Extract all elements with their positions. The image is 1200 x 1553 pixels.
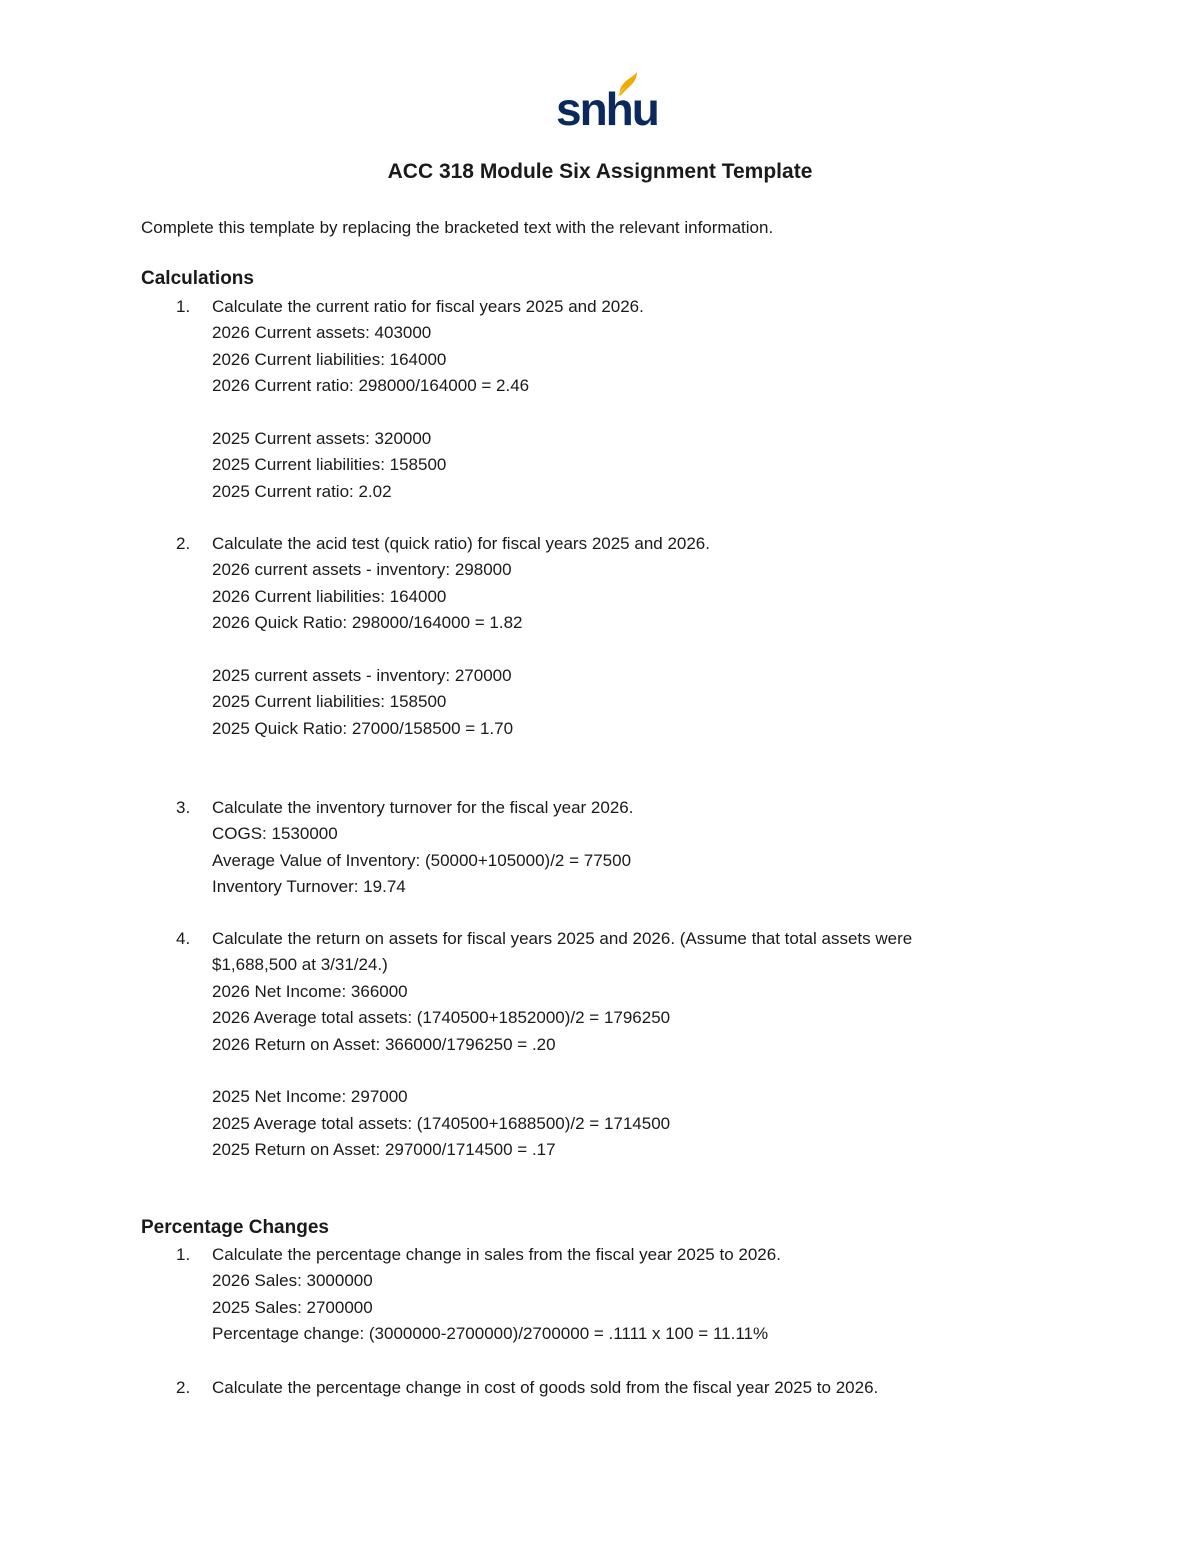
item-number: 3.	[176, 798, 191, 817]
item-prompt: Calculate the percentage change in cost of goods sold from the fiscal year 2025 to 2026.	[212, 1378, 879, 1397]
item-number: 1.	[176, 1245, 191, 1264]
answer-line: 2025 Return on Asset: 297000/1714500 = .17	[212, 1140, 556, 1160]
page-title: ACC 318 Module Six Assignment Template	[387, 160, 813, 183]
item-prompt: Calculate the percentage change in sales from the fiscal year 2025 to 2026.	[212, 1245, 781, 1264]
answer-line: 2025 Sales: 2700000	[212, 1297, 373, 1317]
item-prompt: Calculate the return on assets for fiscal years 2025 and 2026. (Assume that total assets were	[212, 929, 913, 948]
item-number: 4.	[176, 929, 191, 948]
answer-line: 2026 current assets - inventory: 298000	[212, 560, 512, 580]
answer-line: 2026 Average total assets: (1740500+1852000)/2 = 1796250	[212, 1008, 671, 1028]
percentage-changes-heading: Percentage Changes	[141, 1217, 329, 1238]
item-prompt-continued: $1,688,500 at 3/31/24.)	[212, 955, 388, 975]
answer-line: 2025 Quick Ratio: 27000/158500 = 1.70	[212, 718, 514, 738]
answer-line: 2025 Average total assets: (1740500+1688500)/2 = 1714500	[212, 1113, 671, 1133]
answer-line: 2025 Current liabilities: 158500	[212, 692, 447, 712]
answer-line: 2025 Current liabilities: 158500	[212, 455, 447, 475]
item-number: 2.	[176, 1378, 191, 1397]
answer-line: 2025 current assets - inventory: 270000	[212, 665, 512, 685]
answer-line: 2025 Net Income: 297000	[212, 1087, 408, 1107]
logo-wordmark: snhu	[556, 83, 658, 135]
answer-line: Inventory Turnover: 19.74	[212, 877, 406, 897]
answer-line: 2025 Current assets: 320000	[212, 428, 432, 448]
item-prompt: Calculate the inventory turnover for the fiscal year 2026.	[212, 798, 634, 817]
answer-line: 2026 Current assets: 403000	[212, 323, 432, 343]
item-prompt: Calculate the acid test (quick ratio) for fiscal years 2025 and 2026.	[212, 534, 710, 553]
snhu-logo	[556, 72, 658, 135]
calculations-heading: Calculations	[141, 268, 254, 289]
answer-line: 2026 Current liabilities: 164000	[212, 349, 447, 369]
answer-line: 2026 Sales: 3000000	[212, 1271, 373, 1291]
item-number: 2.	[176, 534, 191, 553]
answer-line: 2026 Quick Ratio: 298000/164000 = 1.82	[212, 613, 523, 633]
intro-text: Complete this template by replacing the bracketed text with the relevant information.	[141, 218, 774, 237]
answer-line: 2025 Current ratio: 2.02	[212, 481, 392, 501]
answer-line: 2026 Current liabilities: 164000	[212, 586, 447, 606]
answer-line: Percentage change: (3000000-2700000)/2700000 = .1111 x 100 = 11.11%	[212, 1324, 769, 1344]
answer-line: Average Value of Inventory: (50000+105000)/2 = 77500	[212, 850, 632, 870]
item-prompt: Calculate the current ratio for fiscal years 2025 and 2026.	[212, 297, 644, 316]
item-number: 1.	[176, 297, 191, 316]
answer-line: COGS: 1530000	[212, 824, 338, 844]
answer-line: 2026 Net Income: 366000	[212, 981, 408, 1001]
answer-line: 2026 Return on Asset: 366000/1796250 = .20	[212, 1034, 556, 1054]
answer-line: 2026 Current ratio: 298000/164000 = 2.46	[212, 376, 530, 396]
